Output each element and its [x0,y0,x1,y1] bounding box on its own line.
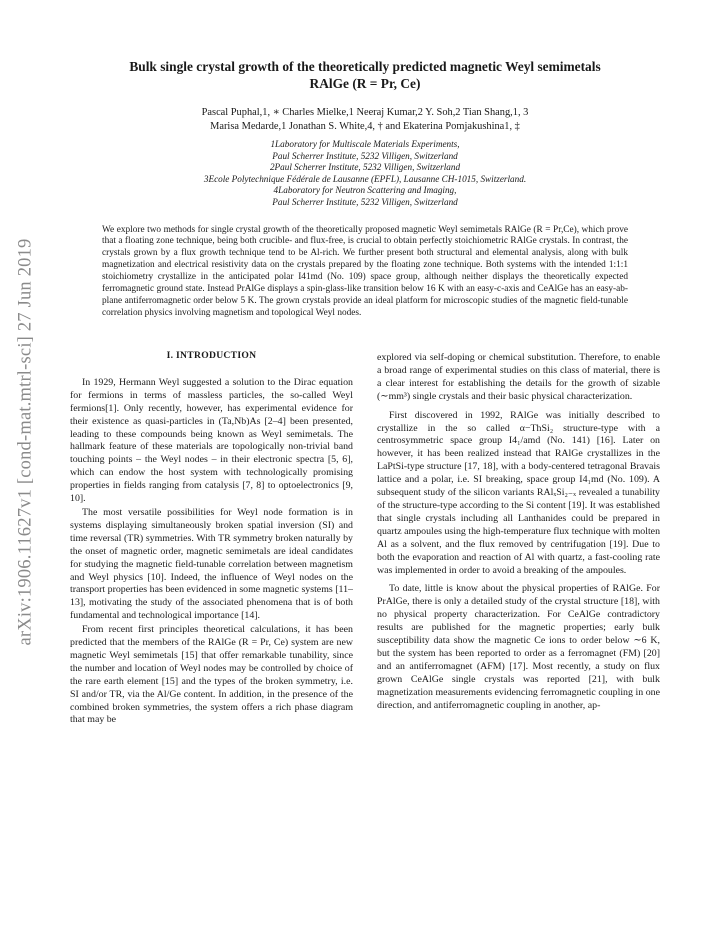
affiliation-line: 4Laboratory for Neutron Scattering and Imaging, [273,185,457,196]
paper-page [70,58,661,726]
abstract: We explore two methods for single crystal growth of the theoretically proposed magnetic Weyl semimetals RAlGe (R = Pr,Ce), which prove that a floating zone technique, being both crucible- and flux-free, is crucial to obtain perfectly stoichiometric RAlGe crystals. In contrast, the crystals grown by a flux growth technique tend to be Al-rich. We further present both structural and elemental analysis, along with bulk magnetization and electrical resistivity data on the crystals prepared by the floating zone technique. Both systems with the intended 1:1:1 stoichiometry crystallize in the anticipated polar I41md (No. 109) space group, although neither displays the theoretically expected ferromagnetic ground state. Instead PrAlGe displays a spin-glass-like transition below 16 K with an easy-c-axis and CeAlGe has an easy-ab-plane antiferromagnetic order below 5 K. The grown crystals provide an ideal platform for microscopic studies of the magnetic field-tunable correlation physics involving magnetism and topological Weyl nodes. [102,224,628,318]
authors-line-1: Pascal Puphal,1, ∗ Charles Mielke,1 Neeraj Kumar,2 Y. Soh,2 Tian Shang,1, 3 [201,107,529,118]
arxiv-sidebar [0,0,50,932]
authors-line-2: Marisa Medarde,1 Jonathan S. White,4, † and Ekaterina Pomjakushina1, ‡ [210,121,520,132]
affiliation-line: Paul Scherrer Institute, 5232 Villigen, Switzerland [272,196,458,207]
affiliation-line: 1Laboratory for Multiscale Materials Experiments, [270,139,460,149]
body-paragraph: explored via self-doping or chemical substitution. Therefore, to enable a broad range of experimental studies on this class of material, there is a clear interest for establishing the details for the growth of sizable (∼mm³) single crystals and their basic physical characterization. [377,352,660,402]
arxiv-identifier: arXiv:1906.11627v1 [cond-mat.mtrl-sci] 27 Jun 2019 [15,238,36,646]
affiliation-line: 3Ecole Polytechnique Fédérale de Lausanne (EPFL), Lausanne CH-1015, Switzerland. [203,173,527,184]
right-column [377,352,660,712]
left-column [70,348,353,727]
body-paragraph: In 1929, Hermann Weyl suggested a solution to the Dirac equation for fermions in terms of massless particles, the so-called Weyl fermions[1]. Only recently, however, has experimental evidence for their existence as quasi-particles in (Ta,Nb)As [2–4] been presented, leading to these compounds being known as Weyl semimetals. The hallmark feature of these materials are topologically non-trivial band touching points – the Weyl nodes – in their electronic spectra [5, 6], which can endow the host system with technologically promising properties in fields ranging from catalysis [7, 8] to optoelectronics [9, 10]. [70,376,353,505]
title-line-1: Bulk single crystal growth of the theoretically predicted magnetic Weyl semimetals [129,59,601,74]
paper-title [70,58,660,92]
title-line-2: RAlGe (R = Pr, Ce) [309,76,421,91]
section-heading-introduction: I. INTRODUCTION [166,350,257,361]
affiliation-line: 2Paul Scherrer Institute, 5232 Villigen, Switzerland [269,162,461,173]
body-paragraph: From recent first principles theoretical calculations, it has been predicted that the members of the RAlGe (R = Pr, Ce) system are new magnetic Weyl semimetals [15] that offer remarkable tunability, since the number and location of Weyl nodes may be controlled by choice of the rare earth element [15] and the types of the broken symmetry, i.e. SI and/or TR, via the Al/Ge content. In addition, in the presence of the combined broken symmetries, the system offers a rich phase diagram that may be [70,624,353,726]
affiliations [70,139,660,209]
author-list [70,106,660,134]
body-paragraph: To date, little is know about the physical properties of RAlGe. For PrAlGe, there is only a detailed study of the crystal structure [18], with no physical property characterization. For CeAlGe contradictory results are published for the magnetic properties; early bulk susceptibility data show the magnetic Ce ions to order below ∼6 K, but the system has been reported to order as a ferromagnet (FM) [20] and an antiferromagnet (AFM) [17]. Most recently, a study on flux grown CeAlGe single crystals was reported [21], with bulk magnetization measurements evidencing ferromagnetic coupling in one direction, and antiferromagnetic coupling in another, ap- [377,583,660,711]
body-columns [70,348,660,938]
body-paragraph: First discovered in 1992, RAlGe was initially described to crystallize in the so called α−ThSi₂ structure-type with a centrosymmetric space group I4₁/amd (No. 141) [16]. Later on however, it has been realized instead that RAlGe crystallizes in the LaPtSi-type structure [17, 18], with a body-centered tetragonal Bravais lattice and a polar, i.e. SI breaking, space group I4₁md (No. 109). A subsequent study of the silicon variants RAlₓSi₂₋ₓ revealed a tunability of the structure-type according to the Si content [19]. It was established that single crystals including all Lanthanides could be prepared in quartz ampoules using the high-temperature flux technique with molten Al as a solvent, and the flux removed by centrifugation [19]. Due to both the evaporation and reaction of Al with quartz, a fast-cooling rate was implemented in order to avoid a breaking of the ampoules. [377,409,661,576]
affiliation-line: Paul Scherrer Institute, 5232 Villigen, Switzerland [272,150,458,161]
body-paragraph: The most versatile possibilities for Weyl node formation is in systems displaying simultaneously broken spatial inversion (SI) and time reversal (TR) symmetries. With TR symmetry broken naturally by the onset of magnetic order, magnetic semimetals are ideal candidates for studying the magnetic field-tunable correlation between magnetism and Weyl physics [10]. Indeed, the influence of Weyl nodes on the transport properties has been evidenced in some magnetic systems [11–13], motivating the study of the associated phenomena that is of both fundamental and technological importance [14]. [70,506,353,622]
